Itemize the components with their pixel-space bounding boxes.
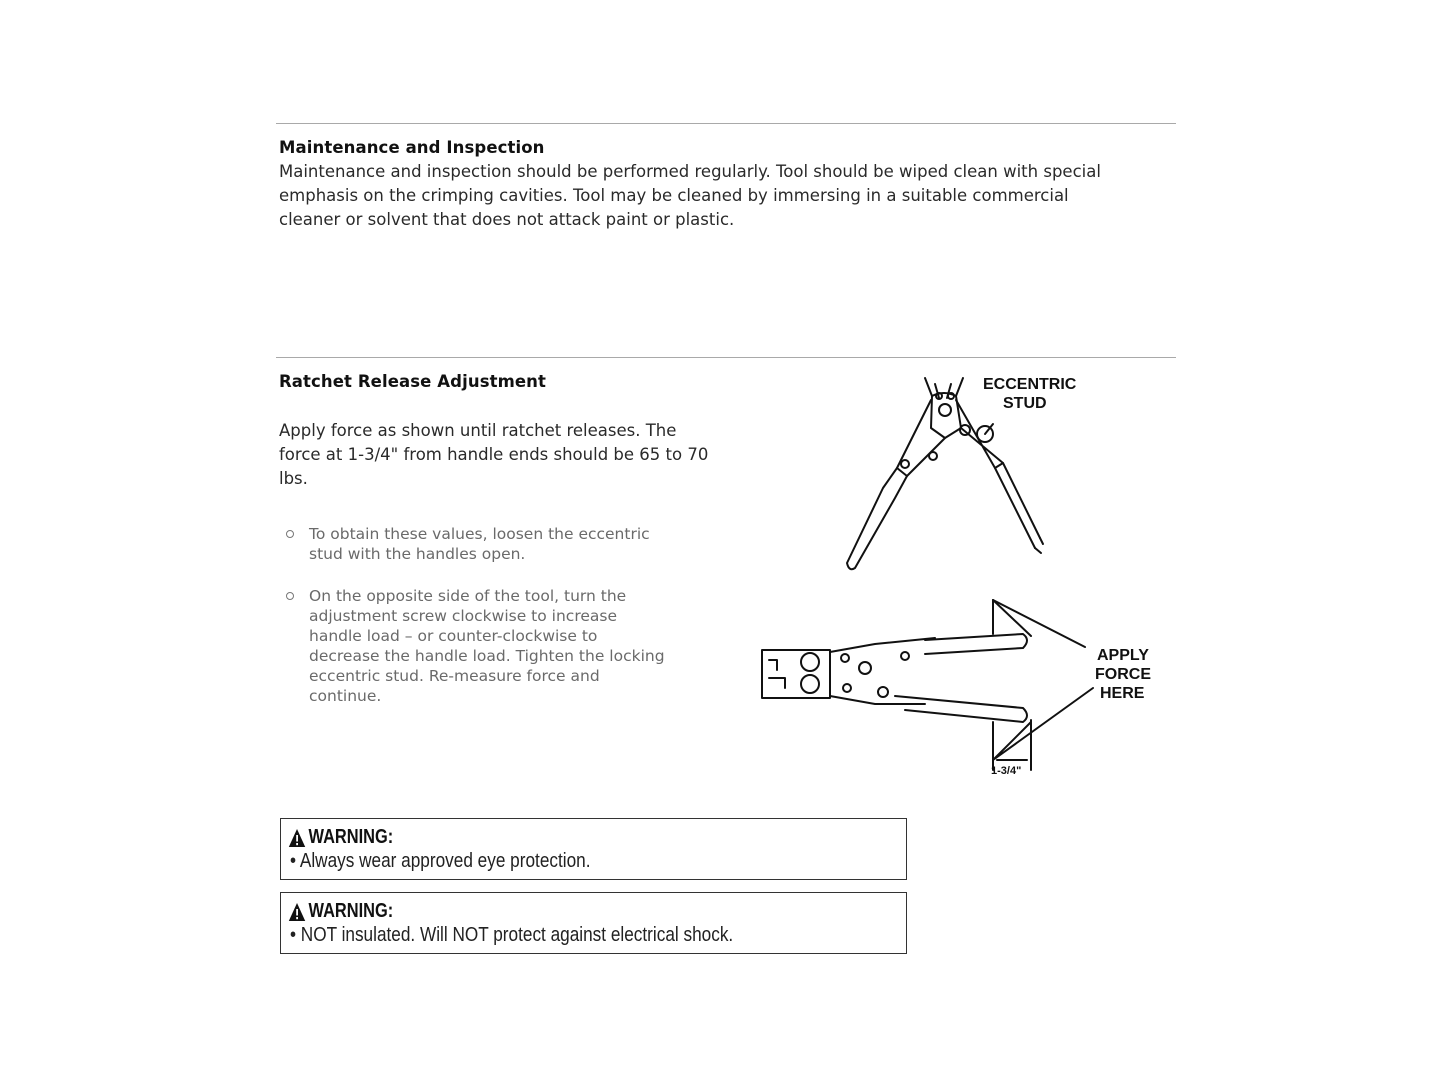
maintenance-line: emphasis on the crimping cavities. Tool may be cleaned by immersing in a suitable commercial	[279, 186, 1069, 205]
warning-title-row	[288, 900, 393, 923]
ratchet-intro-line: Apply force as shown until ratchet releases. The	[279, 421, 677, 440]
hollow-circle-bullet-icon	[286, 592, 294, 600]
list-item	[282, 586, 712, 706]
warning-box-electrical-shock	[280, 892, 907, 954]
ratchet-heading: Ratchet Release Adjustment	[279, 372, 547, 391]
hollow-circle-bullet-icon	[286, 530, 294, 538]
warning-title: WARNING:	[308, 826, 394, 848]
bullet-line: To obtain these values, loosen the eccentric	[309, 525, 650, 543]
ratchet-intro-line: force at 1-3/4" from handle ends should be 65 to 70	[279, 445, 709, 464]
section-divider-middle	[276, 357, 1176, 358]
section-divider-top	[276, 123, 1176, 124]
maintenance-line: Maintenance and inspection should be performed regularly. Tool should be wiped clean with special	[279, 162, 1101, 181]
bullet-line: On the opposite side of the tool, turn the	[309, 587, 627, 605]
bullet-line: handle load – or counter-clockwise to	[309, 627, 598, 645]
list-item	[282, 524, 712, 564]
dimension-label: 1-3/4"	[991, 765, 1022, 777]
warning-title-row	[288, 826, 393, 849]
apply-label-line3: HERE	[1100, 685, 1145, 702]
bullet-line: continue.	[309, 687, 382, 705]
maintenance-paragraph	[279, 160, 1101, 232]
maintenance-line: cleaner or solvent that does not attack paint or plastic.	[279, 210, 735, 229]
ratchet-intro-line: lbs.	[279, 469, 308, 488]
warning-box-eye-protection	[280, 818, 907, 880]
eccentric-stud-diagram	[835, 368, 1085, 578]
bullet-line: adjustment screw clockwise to increase	[309, 607, 618, 625]
bullet-line: stud with the handles open.	[309, 545, 526, 563]
bullet-line: eccentric stud. Re-measure force and	[309, 667, 600, 685]
warning-title: WARNING:	[308, 900, 394, 922]
ratchet-bullet-list	[282, 524, 712, 728]
apply-label-line1: APPLY	[1097, 647, 1149, 664]
apply-label-line2: FORCE	[1095, 666, 1151, 683]
warning-triangle-icon	[288, 828, 306, 848]
eccentric-label-line2: STUD	[1003, 395, 1047, 412]
eccentric-label-line1: ECCENTRIC	[983, 376, 1077, 393]
warning-triangle-icon	[288, 902, 306, 922]
maintenance-heading: Maintenance and Inspection	[279, 138, 545, 157]
warning-text: • Always wear approved eye protection.	[290, 850, 591, 872]
ratchet-intro-paragraph	[279, 419, 708, 491]
warning-text: • NOT insulated. Will NOT protect against electrical shock.	[290, 924, 734, 946]
apply-force-diagram	[755, 592, 1155, 792]
bullet-line: decrease the handle load. Tighten the locking	[309, 647, 665, 665]
